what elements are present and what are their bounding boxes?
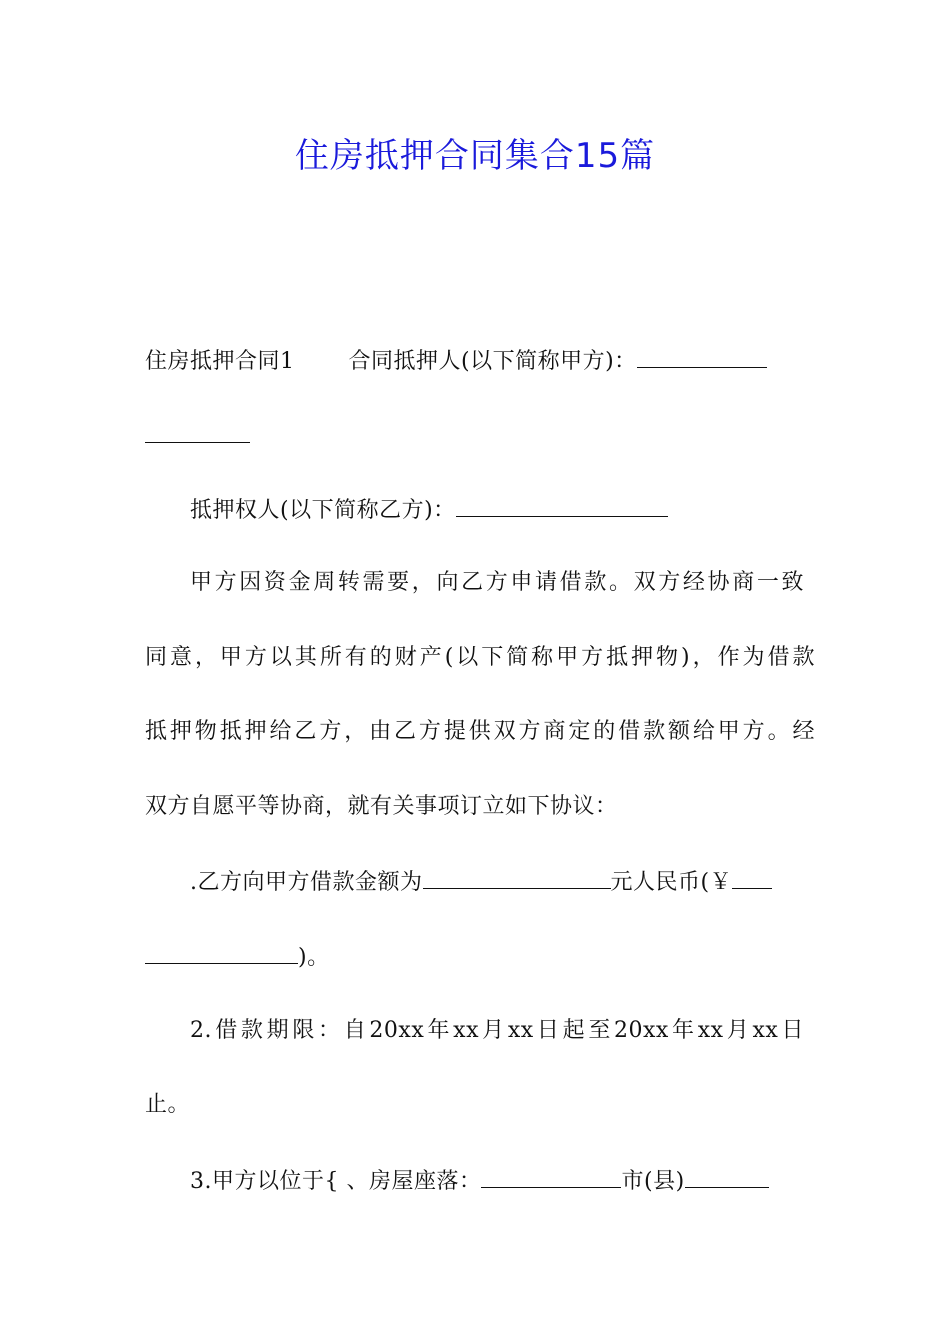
property-location-label: 3.甲方以位于{ 、房屋座落： — [190, 1169, 482, 1194]
paragraph-mortgagor — [145, 345, 815, 377]
item-loan-term-line2: 止。 — [145, 1092, 191, 1117]
loan-currency-label: 元人民币(￥ — [610, 870, 733, 895]
loan-rmb-blank-continued — [145, 941, 298, 964]
mortgagor-label: 合同抵押人(以下简称甲方)： — [348, 349, 637, 374]
mortgagor-blank-continued — [145, 420, 815, 452]
property-county-blank — [685, 1165, 769, 1188]
loan-amount-label: .乙方向甲方借款金额为 — [190, 870, 423, 895]
mortgagee-blank — [456, 494, 668, 517]
loan-amount-blank — [423, 866, 611, 889]
mortgagor-blank-line2 — [145, 420, 250, 443]
mortgagee-label: 抵押权人(以下简称乙方)： — [190, 498, 456, 523]
document-title: 住房抵押合同集合15篇 — [294, 136, 656, 176]
paragraph-intro-line2: 同意，甲方以其所有的财产(以下简称甲方抵押物)，作为借款 — [145, 645, 815, 670]
paragraph-intro-line1: 甲方因资金周转需要，向乙方申请借款。双方经协商一致 — [190, 570, 804, 595]
property-city-blank — [481, 1165, 621, 1188]
contract-heading: 住房抵押合同1 — [145, 349, 295, 374]
loan-rmb-blank — [732, 866, 772, 889]
loan-amount-close: )。 — [298, 945, 330, 970]
item-loan-amount-line2 — [145, 941, 815, 973]
paragraph-intro-line4: 双方自愿平等协商，就有关事项订立如下协议： — [145, 794, 618, 819]
paragraph-intro-line3: 抵押物抵押给乙方，由乙方提供双方商定的借款额给甲方。经 — [145, 719, 815, 744]
property-city-label: 市(县) — [621, 1169, 685, 1194]
item-property-location — [190, 1165, 860, 1197]
item-loan-amount — [190, 866, 860, 898]
paragraph-mortgagee — [190, 494, 860, 526]
item-loan-term-line1: 2.借款期限：自20xx年xx月xx日起至20xx年xx月xx日 — [190, 1018, 804, 1043]
mortgagor-blank — [637, 345, 767, 368]
